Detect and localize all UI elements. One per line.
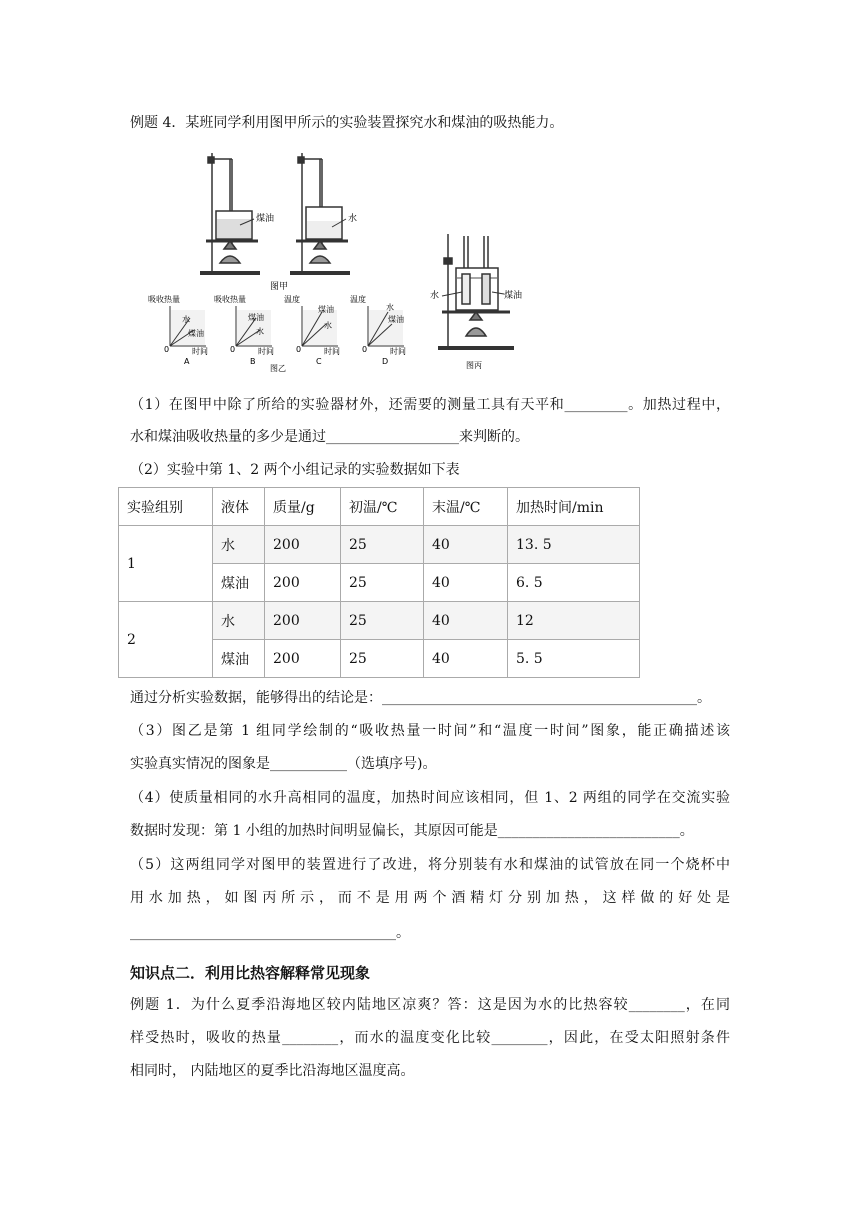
group-cell: 1 xyxy=(119,526,213,602)
graph-d xyxy=(350,294,406,366)
svg-text:水: 水 xyxy=(182,315,190,324)
header-heating-time: 加热时间/min xyxy=(508,488,640,526)
table-header-row xyxy=(119,488,640,526)
question-4-line-1: （4）使质量相同的水升高相同的温度，加热时间应该相同，但 1、2 两组的同学在交流实验 xyxy=(130,790,730,806)
header-group: 实验组别 xyxy=(119,488,213,526)
initial-temp-cell: 25 xyxy=(341,640,424,678)
graph-b xyxy=(214,294,274,366)
header-liquid: 液体 xyxy=(213,488,265,526)
apparatus-right xyxy=(290,153,350,273)
mass-cell: 200 xyxy=(265,602,341,640)
initial-temp-cell: 25 xyxy=(341,602,424,640)
group-cell: 2 xyxy=(119,602,213,678)
svg-text:0: 0 xyxy=(230,345,236,354)
question-2: （2）实验中第 1、2 两个小组记录的实验数据如下表 xyxy=(130,462,460,478)
svg-text:温度: 温度 xyxy=(284,295,300,304)
svg-text:0: 0 xyxy=(362,345,368,354)
caption-yi: 图乙 xyxy=(270,364,286,372)
figure-bing xyxy=(424,228,534,374)
liquid-cell: 水 xyxy=(213,602,265,640)
svg-text:时间: 时间 xyxy=(324,347,340,356)
svg-text:A: A xyxy=(184,357,190,366)
final-temp-cell: 40 xyxy=(424,640,508,678)
svg-text:时间: 时间 xyxy=(390,347,406,356)
intro-text: 例题 4．某班同学利用图甲所示的实验装置探究水和煤油的吸热能力。 xyxy=(130,115,564,131)
caption-bing: 图丙 xyxy=(466,361,482,370)
svg-text:温度: 温度 xyxy=(350,295,366,304)
graph-c xyxy=(284,294,340,366)
mass-cell: 200 xyxy=(265,564,341,602)
heating-time-cell: 12 xyxy=(508,602,640,640)
svg-text:煤油: 煤油 xyxy=(188,329,204,338)
svg-text:C: C xyxy=(316,357,322,366)
label-kerosene: 煤油 xyxy=(256,214,275,224)
question-5-line-3: ______________________________________。 xyxy=(130,925,410,941)
final-temp-cell: 40 xyxy=(424,526,508,564)
question-4-line-2: 数据时发现：第 1 小组的加热时间明显偏长，其原因可能是__________________________。 xyxy=(130,823,694,839)
graph-a xyxy=(148,294,208,366)
caption-jia: 图甲 xyxy=(270,282,289,292)
apparatus-left xyxy=(200,153,260,273)
svg-text:煤油: 煤油 xyxy=(318,305,334,314)
conclusion-line: 通过分析实验数据，能够得出的结论是：_____________________________________________。 xyxy=(130,690,711,706)
label-kerosene-bing: 煤油 xyxy=(504,291,523,301)
data-table xyxy=(118,487,640,678)
example-1-line-3: 相同时， 内陆地区的夏季比沿海地区温度高。 xyxy=(130,1063,415,1079)
question-1-line-2: 水和煤油吸收热量的多少是通过___________________来判断的。 xyxy=(130,429,529,445)
liquid-cell: 煤油 xyxy=(213,640,265,678)
heating-time-cell: 13. 5 xyxy=(508,526,640,564)
figure-jia xyxy=(190,145,390,293)
question-5-line-1: （5）这两组同学对图甲的装置进行了改进，将分别装有水和煤油的试管放在同一个烧杯中 xyxy=(130,857,730,873)
example-1-line-1: 例题 1．为什么夏季沿海地区较内陆地区凉爽？答：这是因为水的比热容较________，在同 xyxy=(130,997,730,1013)
mass-cell: 200 xyxy=(265,640,341,678)
svg-text:B: B xyxy=(250,357,256,366)
svg-text:时间: 时间 xyxy=(258,347,274,356)
svg-text:水: 水 xyxy=(324,321,332,330)
label-water-bing: 水 xyxy=(430,291,440,301)
label-water: 水 xyxy=(348,214,358,224)
svg-text:煤油: 煤油 xyxy=(248,313,264,322)
final-temp-cell: 40 xyxy=(424,564,508,602)
header-mass: 质量/g xyxy=(265,488,341,526)
question-1-line-1: （1）在图甲中除了所给的实验器材外，还需要的测量工具有天平和_________。加热过程中， xyxy=(130,397,730,413)
question-3-line-1: （3）图乙是第 1 组同学绘制的“吸收热量一时间”和“温度一时间”图象，能正确描述该 xyxy=(130,723,730,739)
svg-text:D: D xyxy=(382,357,389,366)
svg-text:水: 水 xyxy=(256,327,264,336)
svg-text:煤油: 煤油 xyxy=(388,315,404,324)
question-3-line-2: 实验真实情况的图象是___________（选填序号)。 xyxy=(130,756,437,772)
table-row xyxy=(119,526,640,564)
heating-time-cell: 5. 5 xyxy=(508,640,640,678)
svg-text:0: 0 xyxy=(296,345,302,354)
figure-yi xyxy=(148,292,410,372)
svg-text:水: 水 xyxy=(386,303,394,312)
section-title: 知识点二．利用比热容解释常见现象 xyxy=(130,964,371,982)
table-row xyxy=(119,602,640,640)
initial-temp-cell: 25 xyxy=(341,564,424,602)
liquid-cell: 煤油 xyxy=(213,564,265,602)
svg-text:0: 0 xyxy=(164,345,170,354)
header-initial-temp: 初温/℃ xyxy=(341,488,424,526)
liquid-cell: 水 xyxy=(213,526,265,564)
svg-text:吸收热量: 吸收热量 xyxy=(148,295,180,304)
svg-text:时间: 时间 xyxy=(192,347,208,356)
question-5-line-2: 用水加热，如图丙所示，而不是用两个酒精灯分别加热，这样做的好处是 xyxy=(130,890,730,906)
final-temp-cell: 40 xyxy=(424,602,508,640)
mass-cell: 200 xyxy=(265,526,341,564)
example-1-line-2: 样受热时，吸收的热量________，而水的温度变化比较________，因此，在受太阳照射条件 xyxy=(130,1030,730,1046)
svg-text:吸收热量: 吸收热量 xyxy=(214,295,246,304)
heating-time-cell: 6. 5 xyxy=(508,564,640,602)
initial-temp-cell: 25 xyxy=(341,526,424,564)
header-final-temp: 末温/℃ xyxy=(424,488,508,526)
